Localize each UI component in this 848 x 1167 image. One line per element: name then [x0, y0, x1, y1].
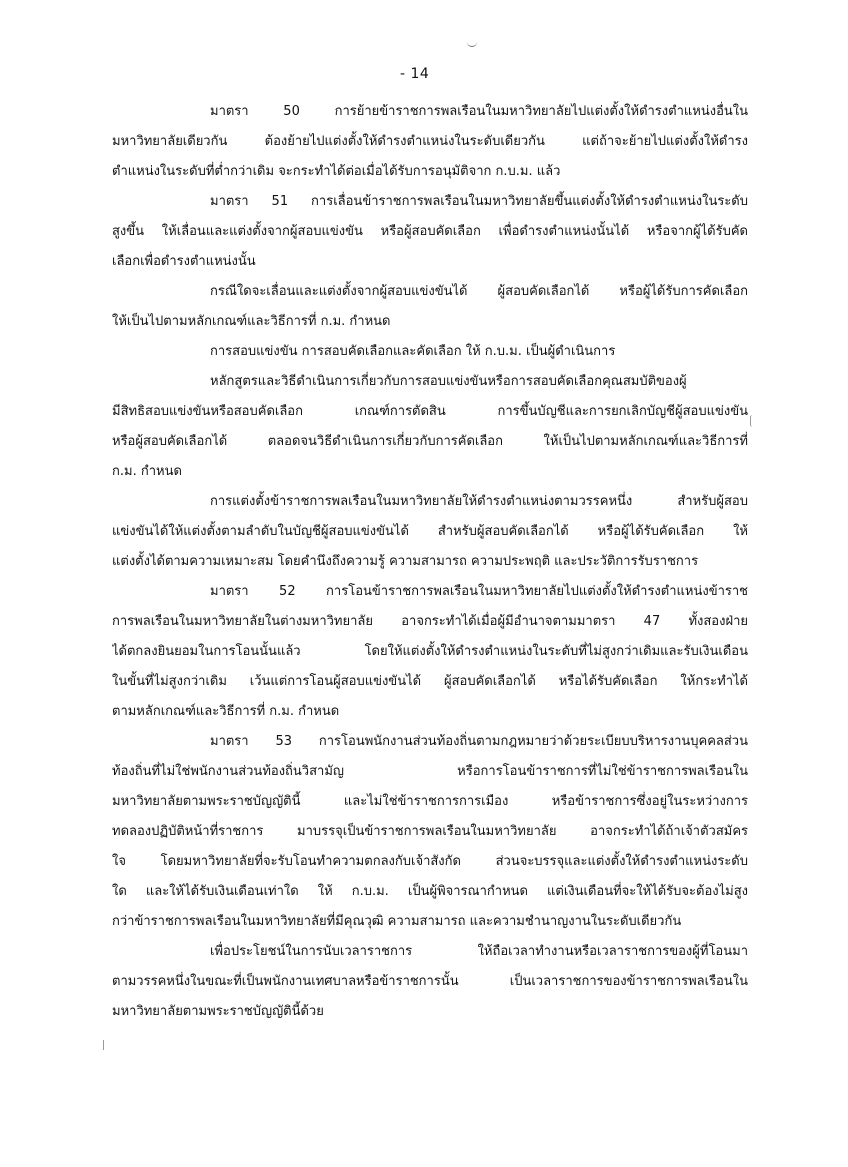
- text-line: ตามวรรคหนึ่งในขณะที่เป็นพนักงานเทศบาลหรือข้าราชการนั้น เป็นเวลาราชการของข้าราชการพลเรือนใน: [112, 974, 748, 989]
- text-line: ตามหลักเกณฑ์และวิธีการที่ ก.ม. กำหนด: [112, 704, 340, 719]
- text-line: มาตรา 53 การโอนพนักงานส่วนท้องถิ่นตามกฎหมายว่าด้วยระเบียบบริหารงานบุคคลส่วน: [210, 734, 748, 749]
- document-body: [112, 97, 748, 1027]
- text-line: ในขั้นที่ไม่สูงกว่าเดิม เว้นแต่การโอนผู้สอบแข่งขันได้ ผู้สอบคัดเลือกได้ หรือได้รับคัดเลือก ให้กระทำได้: [112, 674, 748, 689]
- text-line: มาตรา 52 การโอนข้าราชการพลเรือนในมหาวิทยาลัยไปแต่งตั้งให้ดำรงตำแหน่งข้าราช: [210, 584, 748, 599]
- text-line: มาตรา 51 การเลื่อนข้าราชการพลเรือนในมหาวิทยาลัยขึ้นแต่งตั้งให้ดำรงตำแหน่งในระดับ: [210, 194, 748, 209]
- text-line: มาตรา 50 การย้ายข้าราชการพลเรือนในมหาวิทยาลัยไปแต่งตั้งให้ดำรงตำแหน่งอื่นใน: [210, 104, 748, 119]
- text-line: การแต่งตั้งข้าราชการพลเรือนในมหาวิทยาลัยให้ดำรงตำแหน่งตามวรรคหนึ่ง สำหรับผู้สอบ: [210, 494, 748, 509]
- text-line: มหาวิทยาลัยตามพระราชบัญญัตินี้ และไม่ใช่ข้าราชการการเมือง หรือข้าราชการซึ่งอยู่ในระหว่างการ: [112, 794, 748, 809]
- text-line: ท้องถิ่นที่ไม่ใช่พนักงานส่วนท้องถิ่นวิสามัญ หรือการโอนข้าราชการที่ไม่ใช่ข้าราชการพลเรือนใน: [112, 764, 748, 779]
- text-line: ใจ โดยมหาวิทยาลัยที่จะรับโอนทำความตกลงกับเจ้าสังกัด ส่วนจะบรรจุและแต่งตั้งให้ดำรงตำแหน่งระดับ: [112, 854, 748, 869]
- text-line: ก.ม. กำหนด: [112, 464, 182, 479]
- text-line: การพลเรือนในมหาวิทยาลัยในต่างมหาวิทยาลัย อาจกระทำได้เมื่อผู้มีอำนาจตามมาตรา 47 ทั้งสองฝ่าย: [112, 614, 748, 629]
- text-line: เลือกเพื่อดำรงตำแหน่งนั้น: [112, 254, 256, 269]
- text-line: ให้เป็นไปตามหลักเกณฑ์และวิธีการที่ ก.ม. กำหนด: [112, 314, 391, 329]
- paragraph: [112, 97, 748, 187]
- text-line: ทดลองปฏิบัติหน้าที่ราชการ มาบรรจุเป็นข้าราชการพลเรือนในมหาวิทยาลัย อาจกระทำได้ถ้าเจ้าตัวสมัคร: [112, 824, 748, 839]
- text-line: การสอบแข่งขัน การสอบคัดเลือกและคัดเลือก ให้ ก.บ.ม. เป็นผู้ดำเนินการ: [210, 344, 616, 359]
- paragraph: [112, 937, 748, 1027]
- scan-mark: [750, 415, 755, 427]
- text-line: แต่งตั้งได้ตามความเหมาะสม โดยคำนึงถึงความรู้ ความสามารถ ความประพฤติ และประวัติการรับราชการ: [112, 554, 699, 569]
- paragraph: [112, 487, 748, 577]
- text-line: มหาวิทยาลัยเดียวกัน ต้องย้ายไปแต่งตั้งให้ดำรงตำแหน่งในระดับเดียวกัน แต่ถ้าจะย้ายไปแต่งตั้งให้ดำรง: [112, 134, 748, 149]
- scan-mark: [467, 40, 477, 47]
- scan-mark: [103, 1040, 107, 1050]
- paragraph: [112, 727, 748, 937]
- text-line: สูงขึ้น ให้เลื่อนและแต่งตั้งจากผู้สอบแข่งขัน หรือผู้สอบคัดเลือก เพื่อดำรงตำแหน่งนั้นได้ หรือจากผู้ได้รับคัด: [112, 224, 748, 239]
- paragraph: [112, 187, 748, 277]
- paragraph: [112, 367, 748, 487]
- text-line: มีสิทธิสอบแข่งขันหรือสอบคัดเลือก เกณฑ์การตัดสิน การขึ้นบัญชีและการยกเลิกบัญชีผู้สอบแข่งขัน: [112, 404, 748, 419]
- text-line: กว่าข้าราชการพลเรือนในมหาวิทยาลัยที่มีคุณวุฒิ ความสามารถ และความชำนาญงานในระดับเดียวกัน: [112, 914, 682, 929]
- text-line: ได้ตกลงยินยอมในการโอนนั้นแล้ว โดยให้แต่งตั้งให้ดำรงตำแหน่งในระดับที่ไม่สูงกว่าเดิมและรับเงินเดือน: [112, 644, 748, 659]
- text-line: เพื่อประโยชน์ในการนับเวลาราชการ ให้ถือเวลาทำงานหรือเวลาราชการของผู้ที่โอนมา: [210, 944, 748, 959]
- text-line: มหาวิทยาลัยตามพระราชบัญญัตินี้ด้วย: [112, 1004, 324, 1019]
- text-line: ใด และให้ได้รับเงินเดือนเท่าใด ให้ ก.บ.ม. เป็นผู้พิจารณากำหนด แต่เงินเดือนที่จะให้ได้รับจะต้องไม่สูง: [112, 884, 748, 899]
- text-line: ตำแหน่งในระดับที่ต่ำกว่าเดิม จะกระทำได้ต่อเมื่อได้รับการอนุมัติจาก ก.บ.ม. แล้ว: [112, 164, 561, 179]
- text-line: แข่งขันได้ให้แต่งตั้งตามลำดับในบัญชีผู้สอบแข่งขันได้ สำหรับผู้สอบคัดเลือกได้ หรือผู้ได้รับคัดเลือก ให้: [112, 524, 748, 539]
- text-line: หลักสูตรและวิธีดำเนินการเกี่ยวกับการสอบแข่งขันหรือการสอบคัดเลือกคุณสมบัติของผู้: [210, 374, 687, 389]
- text-line: กรณีใดจะเลื่อนและแต่งตั้งจากผู้สอบแข่งขันได้ ผู้สอบคัดเลือกได้ หรือผู้ได้รับการคัดเลือก: [210, 284, 748, 299]
- paragraph: [112, 277, 748, 337]
- paragraph: [112, 577, 748, 727]
- paragraph: [112, 337, 748, 367]
- text-line: หรือผู้สอบคัดเลือกได้ ตลอดจนวิธีดำเนินการเกี่ยวกับการคัดเลือก ให้เป็นไปตามหลักเกณฑ์และวิธีการที่: [112, 434, 748, 449]
- page-number: - 14: [400, 66, 430, 82]
